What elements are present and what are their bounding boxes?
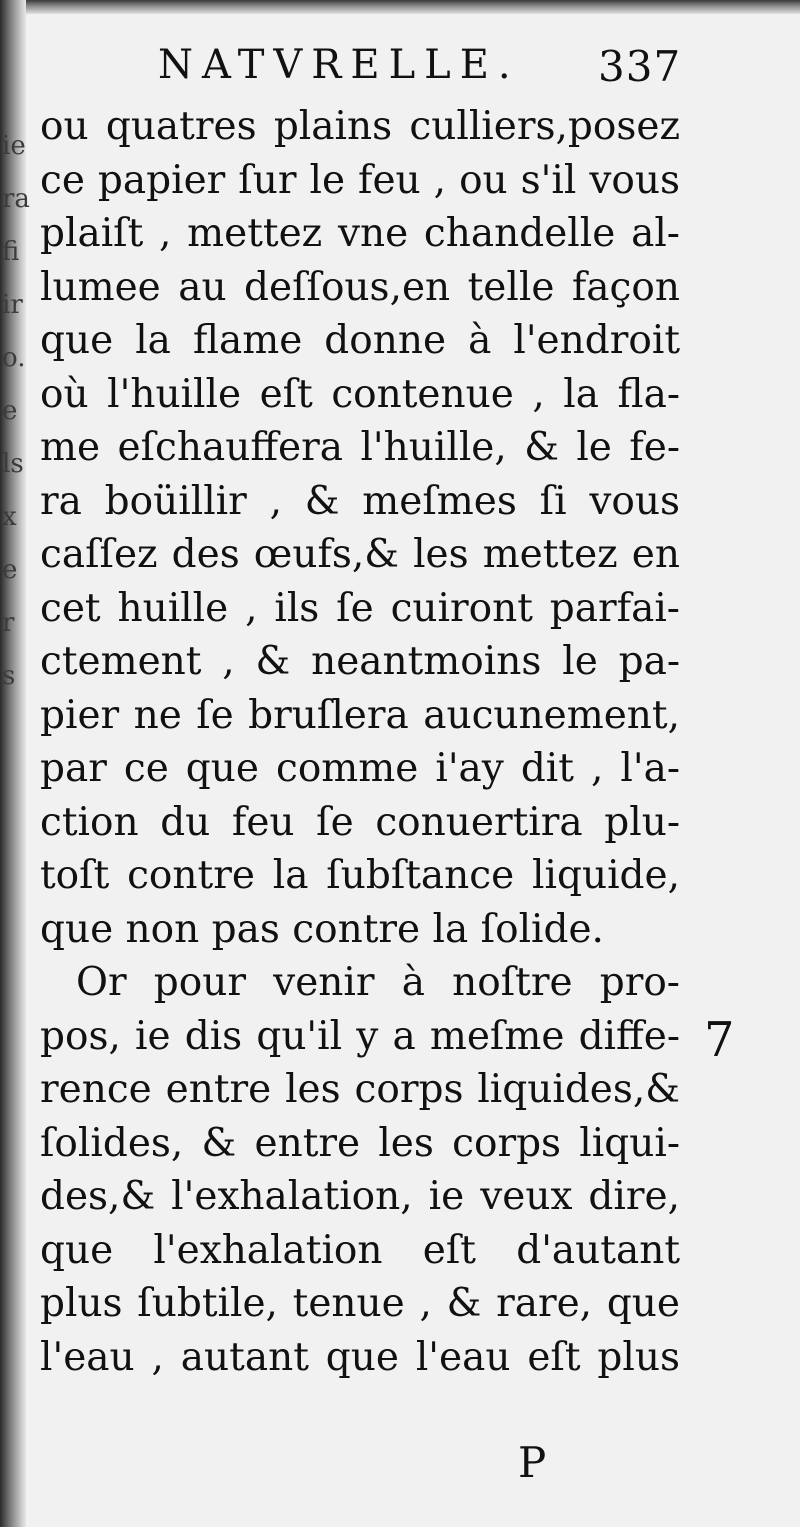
text-line-paragraph-start: Or pour venir à noſtre pro- <box>76 960 680 1005</box>
text-line: par ce que comme i'ay dit , l'a- <box>40 746 680 791</box>
bleed-fragment: ls <box>2 449 24 479</box>
text-line: ſolides, & entre les corps liqui- <box>40 1120 680 1166</box>
text-line: toſt contre la ſubſtance liquide, <box>40 853 680 898</box>
body-text <box>40 100 680 1384</box>
running-head: NATVRELLE. <box>158 42 520 88</box>
text-line: me eſchauffera l'huille, & le fe- <box>40 425 680 470</box>
signature-mark: P <box>518 1438 547 1487</box>
facing-page-bleed <box>2 120 30 703</box>
text-line: ou quatres plains culliers,posez <box>40 104 680 149</box>
text-line: où l'huille eſt contenue , la fla- <box>40 371 680 417</box>
bleed-fragment: ir <box>2 290 23 320</box>
text-line: lumee au deſſous,en telle façon <box>40 264 680 310</box>
text-line: plus ſubtile, tenue , & rare, que <box>40 1281 680 1326</box>
text-line: ra boüillir , & meſmes ſi vous <box>40 478 680 524</box>
text-line: pos, ie dis qu'il y a meſme diffe- <box>40 1013 680 1059</box>
text-line: cet huille , ils ſe cuiront parfai- <box>40 585 680 631</box>
margin-note: 7 <box>704 1012 735 1068</box>
text-line: caſſez des œufs,& les mettez en <box>40 532 680 577</box>
bleed-fragment: fi <box>2 237 20 267</box>
bleed-fragment: e <box>2 555 18 585</box>
text-line: des,& l'exhalation, ie veux dire, <box>40 1174 680 1219</box>
text-line-paragraph-end: que non pas contre la ſolide. <box>40 906 604 952</box>
page-top-edge <box>0 0 800 14</box>
text-line: pier ne ſe bruſlera aucunement, <box>40 692 680 738</box>
text-line: rence entre les corps liquides,& <box>40 1067 680 1112</box>
page-number: 337 <box>598 42 682 91</box>
text-line: ctement , & neantmoins le pa- <box>40 639 680 684</box>
bleed-fragment: s <box>2 661 16 691</box>
bleed-fragment: ra <box>2 184 30 214</box>
bleed-fragment: e <box>2 396 18 426</box>
text-line: que l'exhalation eſt d'autant <box>40 1227 680 1273</box>
bleed-fragment: o. <box>2 343 26 373</box>
text-line: que la flame donne à l'endroit <box>40 318 680 363</box>
bleed-fragment: x <box>2 502 17 532</box>
bleed-fragment: r <box>2 608 15 638</box>
text-line: ce papier ſur le feu , ou s'il vous <box>40 157 680 203</box>
text-line: ction du feu ſe conuertira plu- <box>40 799 680 845</box>
text-line: l'eau , autant que l'eau eſt plus <box>40 1334 680 1380</box>
bleed-fragment: ie <box>2 131 26 161</box>
page-header <box>158 40 682 100</box>
text-line: plaiſt , mettez vne chandelle al- <box>40 211 680 256</box>
